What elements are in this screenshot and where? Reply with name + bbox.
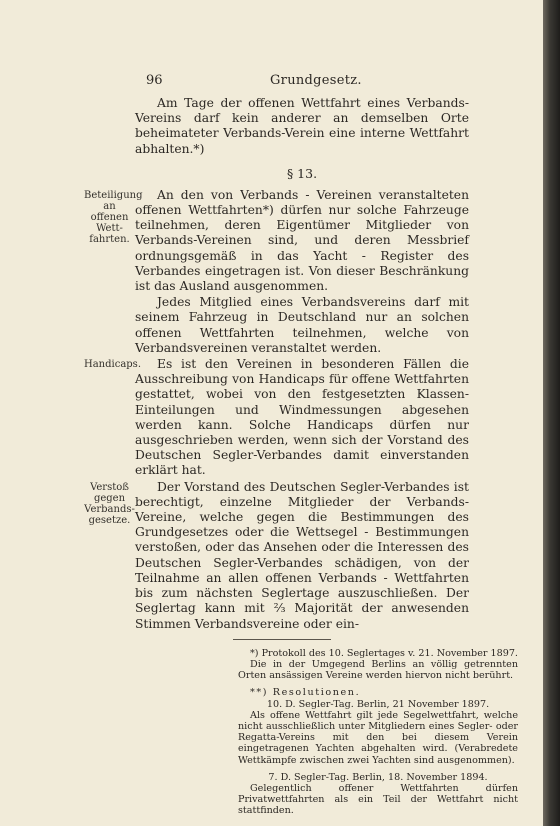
footnote-2-text-2: Gelegentlich offener Wettfahrten dürfen Privatwettfahrten als ein Teil der Wettfahrt nicht stattfinden. — [238, 782, 518, 817]
footnote-divider — [233, 639, 331, 640]
section-heading: § 13. — [286, 165, 318, 181]
footnotes — [238, 648, 518, 817]
footnote-1-ref: *) Protokoll des 10. Seglertages v. 21. November 1897. — [250, 647, 518, 659]
margin-note-violation: Verstoß gegen Verbands-gesetze. — [84, 481, 135, 526]
handicaps-row — [84, 357, 469, 479]
footnote-2-text-1: Als offene Wettfahrt gilt jede Segelwettfahrt, welche nicht ausschließlich unter Mitgliedern eines Segler- oder Regatta-Vereins mit den bei diesem Verein eingetragenen Yachten abgehalten wird. (Verabredete Wettkämpfe zwischen zwei Yachten sind ausgenommen). — [238, 709, 518, 766]
footnote-2-heading-2: 7. D. Segler-Tag. Berlin, 18. November 1894. — [268, 771, 488, 783]
participation-row — [84, 188, 469, 356]
page-number: 96 — [146, 73, 163, 88]
running-title: Grundgesetz. — [270, 73, 362, 88]
footnote-2-heading-1: 10. D. Segler-Tag. Berlin, 21 November 1897. — [266, 698, 490, 710]
intro-row — [84, 96, 469, 157]
paragraph-participation: An den von Verbands - Vereinen veranstalteten offenen Wettfahrten*) dürfen nur solche Fahrzeuge teilnehmen, deren Eigentümer Mitglieder von Verbands-Vereinen sind, und deren Messbrief ordnungsgemäß in das Yacht - Register des Verbandes eingetragen ist. Von dieser Beschränkung ist das Ausland ausgenommen. — [135, 187, 469, 294]
margin-note-handicaps: Handicaps. — [84, 359, 141, 371]
paragraph-violation: Der Vorstand des Deutschen Segler-Verbandes ist berechtigt, einzelne Mitglieder der Verbands-Vereine, welche gegen die Bestimmungen des Grundgesetzes oder die Wettsegel - Bestimmungen verstoßen, oder das Ansehen oder die Interessen des Deutschen Segler-Verbandes schädigen, von der Teilnahme an allen offenen Verbands - Wettfahrten bis zum nächsten Seglertage auszuschließen. Der Seglertag kann mit ⅔ Majorität der anwesenden Stimmen Verbandsvereine oder ein- — [135, 479, 469, 631]
footnote-2-title: **) Resolutionen. — [250, 687, 361, 699]
intro-paragraph: Am Tage der offenen Wettfahrt eines Verbands-Vereins darf kein anderer an demselben Orte beheimateter Verbands-Verein eine interne Wettfahrt abhalten.*) — [135, 96, 469, 156]
margin-note-participation: Beteiligung an offenen Wett-fahrten. — [84, 189, 143, 245]
paragraph-handicaps: Es ist den Vereinen in besonderen Fällen die Ausschreibung von Handicaps für offene Wettfahrten gestattet, wobei von den festgesetzten Klassen-Einteilungen und Windmessungen abgesehen werden kann. Solche Handicaps dürfen nur ausgeschrieben werden, wenn sich der Vorstand des Deutschen Segler-Verbandes damit einverstanden erklärt hat. — [135, 357, 469, 478]
book-spine-shadow — [543, 0, 560, 826]
paragraph-members: Jedes Mitglied eines Verbandsvereins darf mit seinem Fahrzeug in Deutschland nur an solchen offenen Wettfahrten teilnehmen, welche von Verbandsvereinen veranstaltet werden. — [135, 295, 469, 355]
page-body — [84, 96, 518, 817]
violation-row — [84, 480, 469, 632]
footnote-1-text: Die in der Umgegend Berlins an völlig getrennten Orten ansässigen Vereine werden hiervon nicht berührt. — [238, 658, 518, 682]
